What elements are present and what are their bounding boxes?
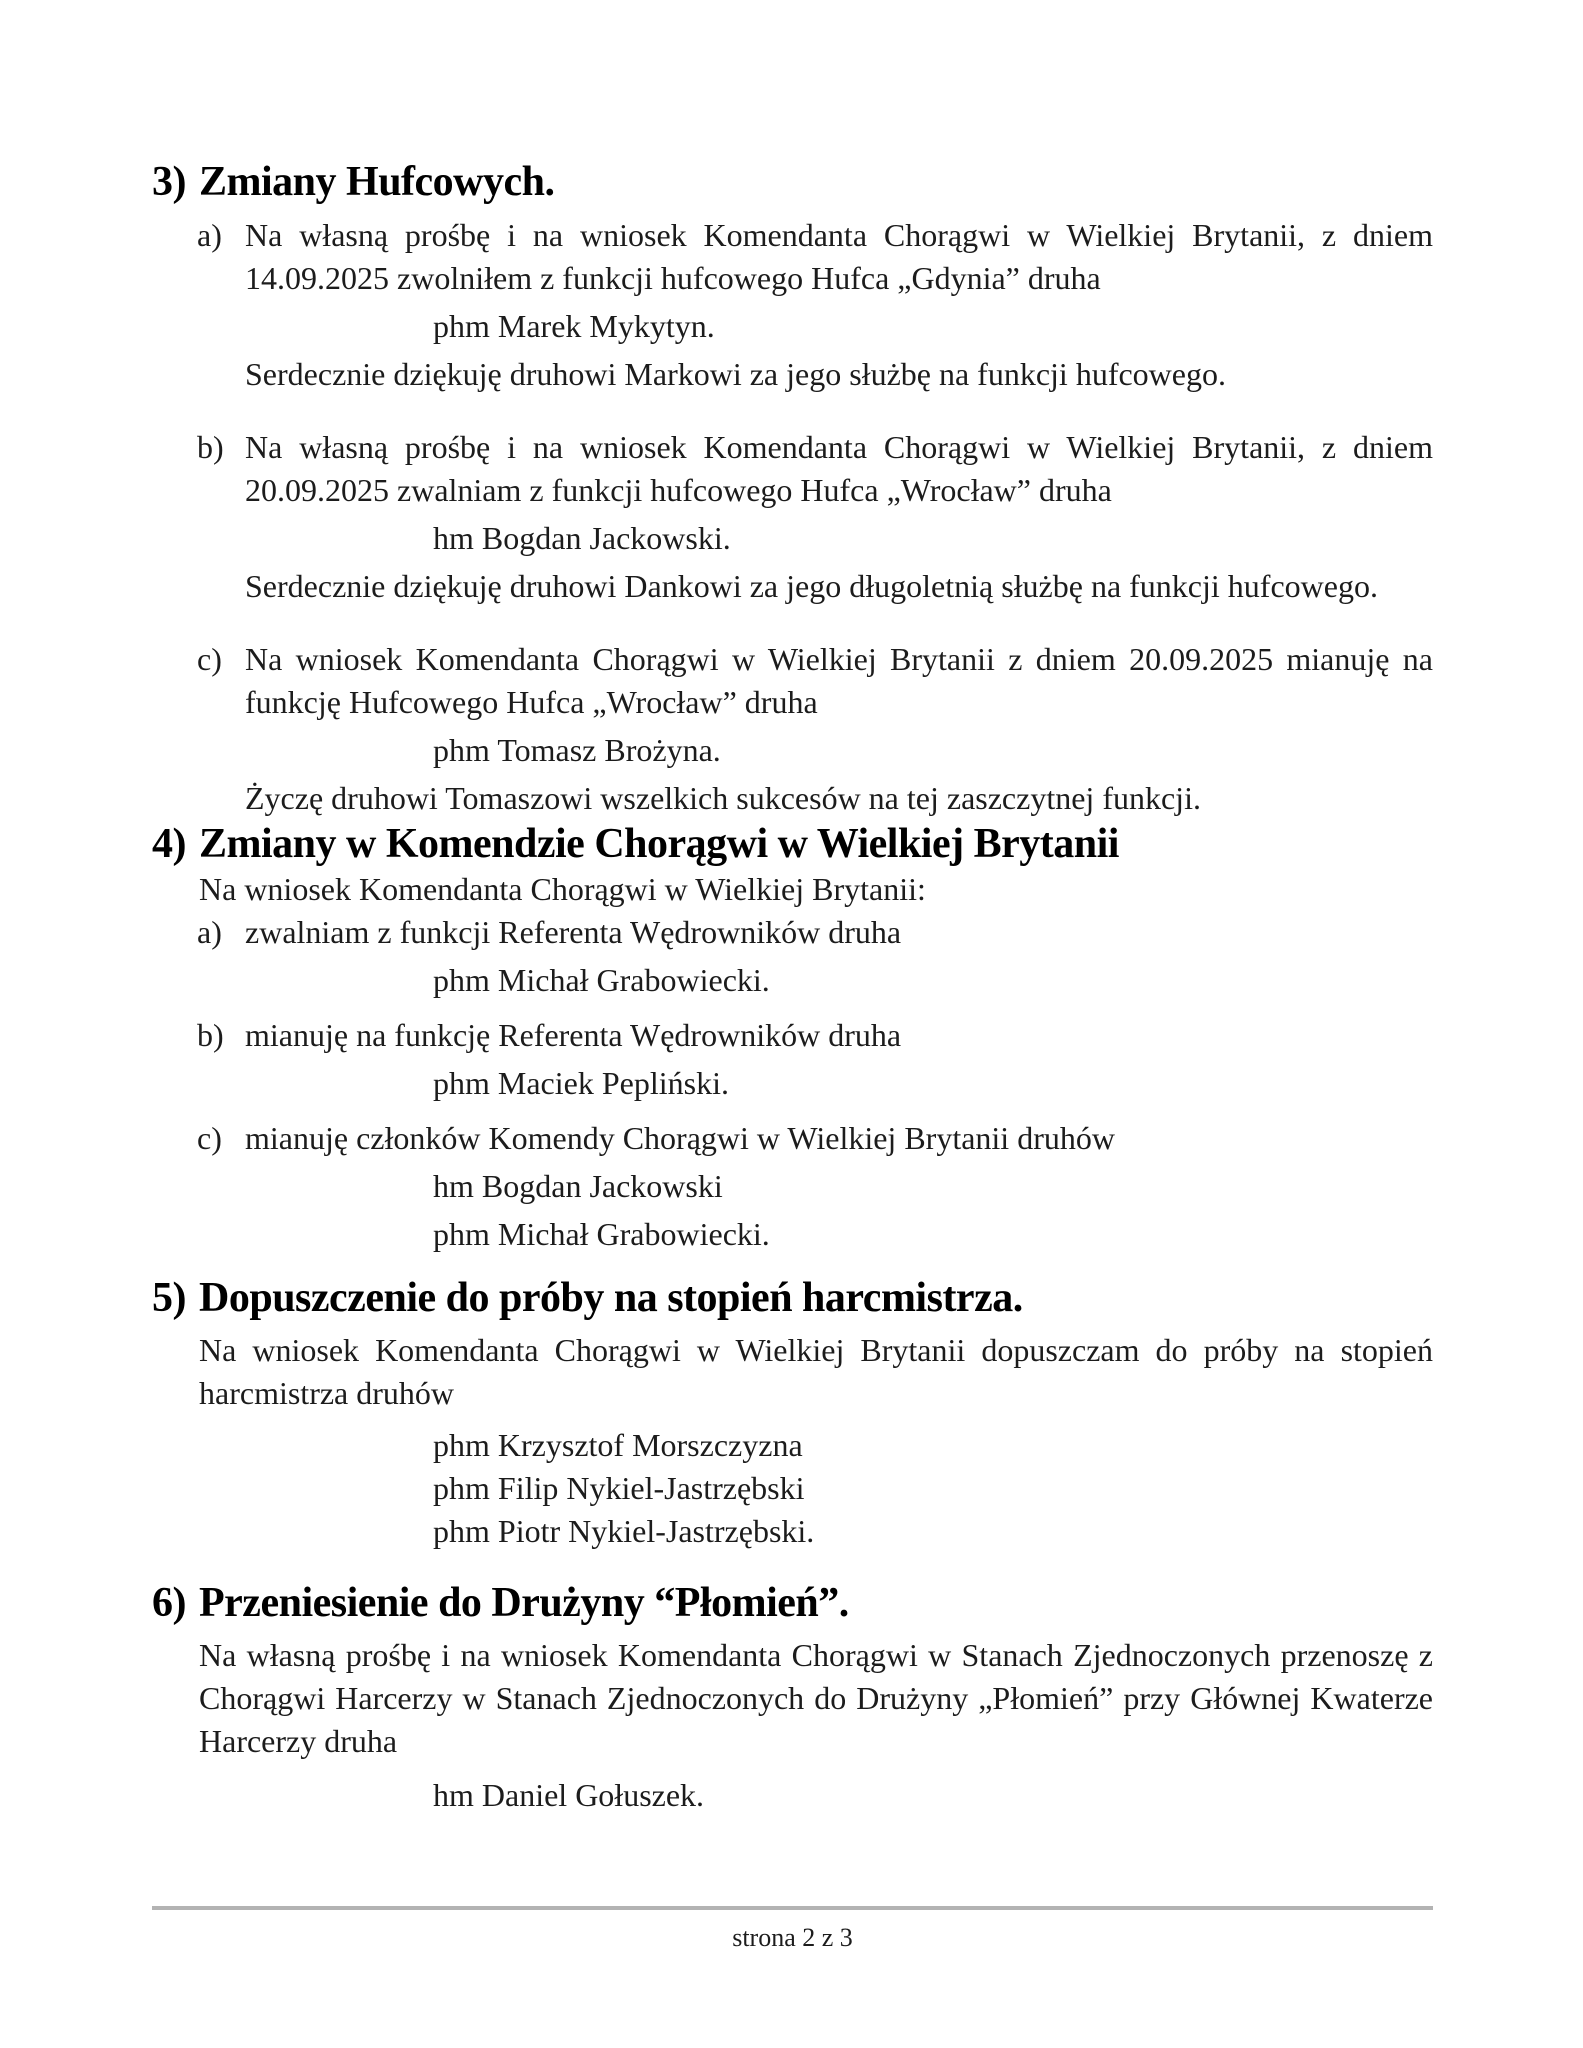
item-note: Serdecznie dziękuję druhowi Markowi za jego służbę na funkcji hufcowego. xyxy=(245,356,1226,392)
section-zmiany-w-komendzie xyxy=(152,820,1433,1256)
list-item-a xyxy=(197,911,1433,1002)
item-text: zwalniam z funkcji Referenta Wędrowników druha xyxy=(245,914,902,950)
section-body xyxy=(199,1329,1433,1553)
appointee-name: phm Piotr Nykiel-Jastrzębski. xyxy=(433,1513,815,1549)
section-zmiany-hufcowych xyxy=(152,158,1433,820)
item-text: Na własną prośbę i na wniosek Komendanta Chorągwi w Wielkiej Brytanii, z dniem 20.09.2025 zwalniam z funkcji hufcowego Hufca „Wrocław” druha xyxy=(245,429,1433,508)
section-paragraph: Na własną prośbę i na wniosek Komendanta Chorągwi w Stanach Zjednoczonych przenoszę z Chorągwi Harcerzy w Stanach Zjednoczonych do Drużyny „Płomień” przy Głównej Kwaterze Harcerzy druha xyxy=(199,1637,1433,1759)
footer-divider-line xyxy=(152,1906,1433,1910)
appointee-name: hm Bogdan Jackowski xyxy=(433,1168,723,1204)
list-item-content xyxy=(245,1014,1433,1105)
list-item-b xyxy=(197,426,1433,608)
list-item-marker: c) xyxy=(197,641,222,677)
page-number-label: strona 2 z 3 xyxy=(732,1923,853,1952)
list-item-marker: b) xyxy=(197,1017,224,1053)
document-content xyxy=(152,158,1433,1817)
item-text: mianuję członków Komendy Chorągwi w Wielkiej Brytanii druhów xyxy=(245,1120,1115,1156)
appointee-name: hm Daniel Gołuszek. xyxy=(433,1777,705,1813)
section-title-text: Zmiany w Komendzie Chorągwi w Wielkiej Brytanii xyxy=(199,821,1119,867)
item-text: mianuję na funkcję Referenta Wędrowników druha xyxy=(245,1017,902,1053)
section-title-text: Przeniesienie do Drużyny “Płomień”. xyxy=(199,1580,849,1626)
appointee-name: phm Tomasz Brożyna. xyxy=(433,732,721,768)
list-item-c xyxy=(197,1117,1433,1256)
list-item-marker: a) xyxy=(197,914,222,950)
list-item-a xyxy=(197,214,1433,396)
section-intro: Na wniosek Komendanta Chorągwi w Wielkiej Brytanii: xyxy=(199,871,926,907)
section-title-text: Dopuszczenie do próby na stopień harcmistrza. xyxy=(199,1275,1023,1321)
section-paragraph: Na wniosek Komendanta Chorągwi w Wielkiej Brytanii dopuszczam do próby na stopień harcmistrza druhów xyxy=(199,1332,1433,1411)
item-text: Na własną prośbę i na wniosek Komendanta Chorągwi w Wielkiej Brytanii, z dniem 14.09.2025 zwolniłem z funkcji hufcowego Hufca „Gdynia” druha xyxy=(245,217,1433,296)
list-item-marker: a) xyxy=(197,217,222,253)
list-item-marker: b) xyxy=(197,429,224,465)
list-item-content xyxy=(245,638,1433,820)
section-body xyxy=(199,1634,1433,1817)
appointee-name: phm Marek Mykytyn. xyxy=(433,308,715,344)
item-note: Życzę druhowi Tomaszowi wszelkich sukcesów na tej zaszczytnej funkcji. xyxy=(245,780,1201,816)
item-note: Serdecznie dziękuję druhowi Dankowi za jego długoletnią służbę na funkcji hufcowego. xyxy=(245,568,1378,604)
list-item-content xyxy=(245,911,1433,1002)
appointee-name: phm Krzysztof Morszczyzna xyxy=(433,1427,803,1463)
section-number: 6) xyxy=(152,1580,186,1626)
section-heading xyxy=(152,1274,1433,1322)
list-item-content xyxy=(245,1117,1433,1256)
section-number: 4) xyxy=(152,821,186,867)
appointee-name: hm Bogdan Jackowski. xyxy=(433,520,731,556)
appointee-name-list xyxy=(199,1424,1433,1553)
list-item-b xyxy=(197,1014,1433,1105)
section-przeniesienie-do-druzyny xyxy=(152,1579,1433,1817)
section-body xyxy=(199,868,1433,911)
section-dopuszczenie-do-proby xyxy=(152,1274,1433,1553)
appointee-name: phm Filip Nykiel-Jastrzębski xyxy=(433,1470,805,1506)
section-title-text: Zmiany Hufcowych. xyxy=(199,159,555,205)
list-item-content xyxy=(245,214,1433,396)
list-item-c xyxy=(197,638,1433,820)
appointee-name: phm Maciek Pepliński. xyxy=(433,1065,729,1101)
list-item-content xyxy=(245,426,1433,608)
section-number: 3) xyxy=(152,159,186,205)
section-heading xyxy=(152,1579,1433,1627)
item-text: Na wniosek Komendanta Chorągwi w Wielkiej Brytanii z dniem 20.09.2025 mianuję na funkcję Hufcowego Hufca „Wrocław” druha xyxy=(245,641,1433,720)
list-item-marker: c) xyxy=(197,1120,222,1156)
section-heading xyxy=(152,820,1433,868)
appointee-name: phm Michał Grabowiecki. xyxy=(433,1216,770,1252)
section-number: 5) xyxy=(152,1275,186,1321)
appointee-name-list xyxy=(199,1774,1433,1817)
page-footer xyxy=(152,1906,1433,1955)
section-heading xyxy=(152,158,1433,206)
appointee-name: phm Michał Grabowiecki. xyxy=(433,962,770,998)
